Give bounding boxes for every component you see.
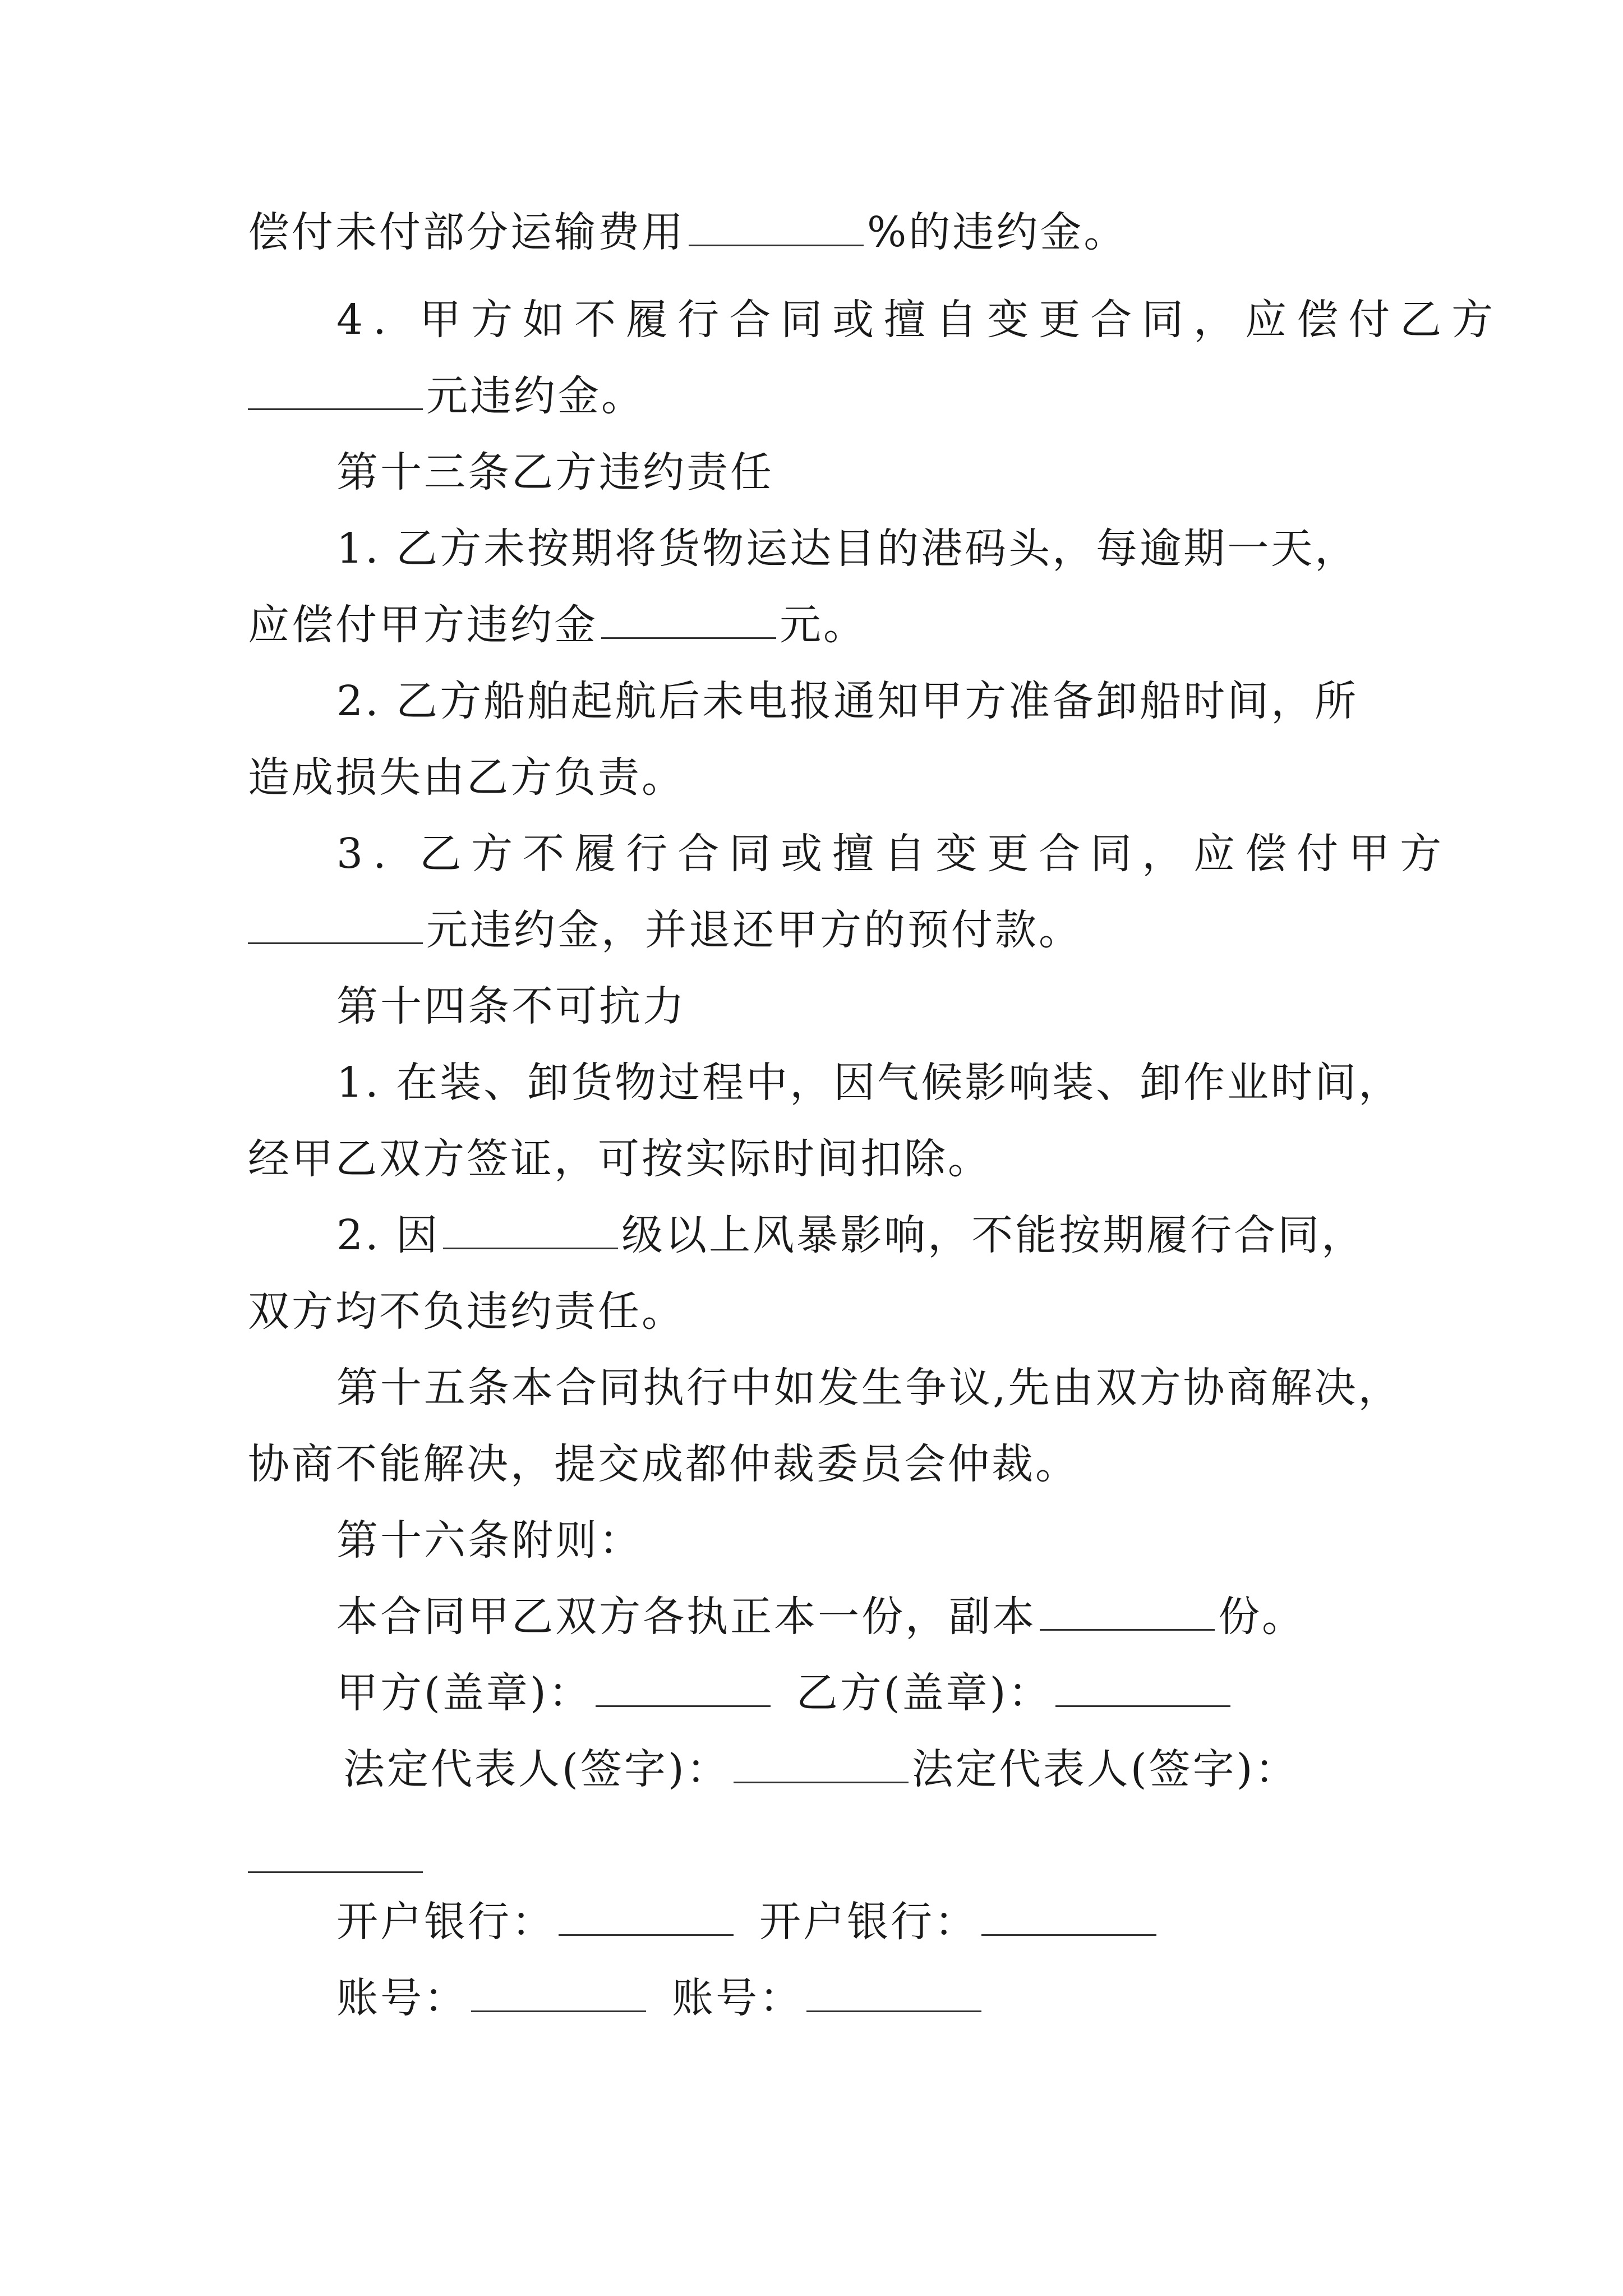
text-line: 2. 乙方船舶起航后未电报通知甲方准备卸船时间，所 bbox=[336, 677, 1359, 725]
legal-rep-a-label: 法定代表人(签字)： bbox=[343, 1745, 730, 1793]
fill-blank bbox=[601, 633, 776, 639]
section-heading: 第十六条附则： bbox=[336, 1516, 643, 1565]
text-line: 双方均不负违约责任。 bbox=[248, 1287, 685, 1336]
text-line: 应偿付甲方违约金 元。 bbox=[248, 601, 867, 649]
text-line: 1. 乙方未按期将货物运达目的港码头，每逾期一天， bbox=[336, 524, 1359, 573]
legal-rep-b-label: 法定代表人(签字)： bbox=[911, 1745, 1299, 1793]
text-line: 4. 甲方如不履行合同或擅自变更合同，应偿付乙方 bbox=[336, 296, 1504, 344]
text-line: 经甲乙双方签证，可按实际时间扣除。 bbox=[248, 1135, 992, 1183]
account-b-blank bbox=[806, 2006, 981, 2012]
text-line: 1. 在装、卸货物过程中，因气候影响装、卸作业时间， bbox=[336, 1059, 1403, 1107]
party-b-seal-blank bbox=[1055, 1701, 1230, 1707]
account-line bbox=[336, 1972, 985, 2024]
text-line: 元违约金，并退还甲方的预付款。 bbox=[248, 904, 1082, 956]
text-line: 2. 因 级以上风暴影响，不能按期履行合同， bbox=[336, 1211, 1366, 1259]
bank-a-blank bbox=[559, 1930, 734, 1936]
section-heading: 第十三条乙方违约责任 bbox=[336, 448, 774, 496]
bank-b-label: 开户银行： bbox=[759, 1898, 978, 1946]
party-a-seal-label: 甲方(盖章)： bbox=[336, 1669, 592, 1717]
bank-a-label: 开户银行： bbox=[336, 1898, 555, 1946]
bank-b-blank bbox=[981, 1930, 1156, 1936]
text-line: 本合同甲乙双方各执正本一份，副本 份。 bbox=[336, 1593, 1306, 1641]
legal-rep-line bbox=[343, 1743, 1299, 1795]
account-a-label: 账号： bbox=[336, 1974, 468, 2022]
text-line: 偿付未付部分运输费用 %的违约金。 bbox=[248, 208, 1128, 256]
party-b-seal-label: 乙方(盖章)： bbox=[796, 1669, 1052, 1717]
fill-blank bbox=[689, 240, 864, 246]
fill-blank bbox=[248, 938, 423, 944]
bank-line bbox=[336, 1896, 1160, 1948]
fill-blank bbox=[443, 1243, 618, 1249]
account-a-blank bbox=[471, 2006, 646, 2012]
text-line: 元违约金。 bbox=[248, 370, 645, 422]
text-line: 3. 乙方不履行合同或擅自变更合同，应偿付甲方 bbox=[336, 830, 1452, 878]
legal-rep-b-blank bbox=[248, 1871, 423, 1873]
text-line: 协商不能解决，提交成都仲裁委员会仲裁。 bbox=[248, 1440, 1079, 1488]
seal-line bbox=[336, 1667, 1234, 1719]
fill-blank bbox=[248, 404, 423, 410]
section-heading: 第十四条不可抗力 bbox=[336, 982, 686, 1030]
account-b-label: 账号： bbox=[672, 1974, 803, 2022]
section-heading: 第十五条本合同执行中如发生争议,先由双方协商解决， bbox=[336, 1364, 1402, 1412]
legal-rep-a-blank bbox=[734, 1777, 909, 1783]
party-a-seal-blank bbox=[596, 1701, 771, 1707]
text-line: 造成损失由乙方负责。 bbox=[248, 753, 685, 802]
fill-blank bbox=[1040, 1625, 1215, 1631]
